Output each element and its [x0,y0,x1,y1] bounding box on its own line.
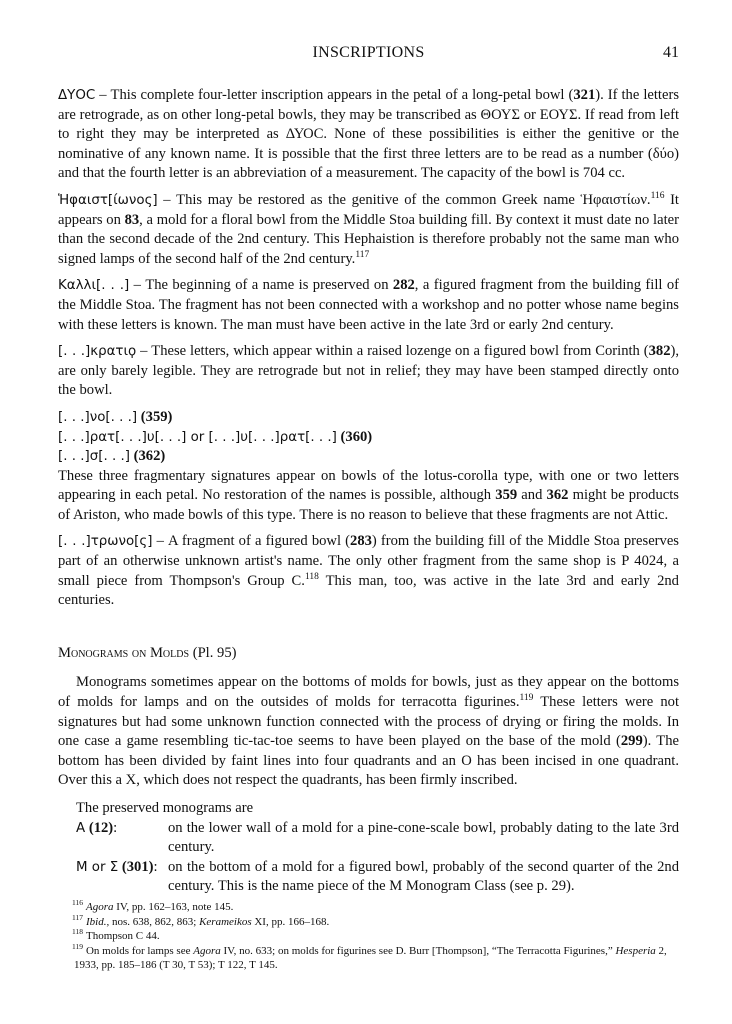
signature-line: [. . .]ρατ[. . .]υ[. . .] or [. . .]υ[. . .]ρατ[. . .] (360) [58,428,373,445]
catalog-ref: 321 [573,87,596,103]
inscription-lead: [. . .]κρατιϙ [58,344,137,360]
monogram-key: M or Σ (301): [76,858,158,875]
page-body [58,86,679,897]
footnote: $^{117}$ Ibid., nos. 638, 862, 863; Kerameikos XI, pp. 166–168. [72,912,330,928]
inscription-lead: ΔΥΟϹ [58,88,96,103]
catalog-ref: 382 [648,343,671,360]
page-number: 41 [663,44,679,61]
running-title: INSCRIPTIONS [312,44,425,61]
footnotes [58,900,679,973]
catalog-ref: 299 [620,733,643,750]
footnote: $^{116}$ Agora IV, pp. 162–163, note 145. [72,898,234,913]
inscription-lead: [. . .]τρωνο[ς] [58,534,153,550]
signature-list [58,408,679,467]
footnote-marker: 119 [519,693,534,704]
monogram-key: A (12): [76,819,118,836]
running-header [58,44,679,66]
paragraph-duos: ΔΥΟϹ – This complete four-letter inscription appears in the petal of a long-petal bowl (321). If the letters are retrograde, as on other long-petal bowls, they may be transcribed as ΘΟΥΣ or ΕΟΥΣ. If read from left to right they may be interpreted as ΔΥΟϹ. None of these possibilities is either the genitive or the nominative of any known name. It is possible that the first three letters are to be read as a number (δύο) and that the fourth letter is an abbreviation of a measurement. The capacity of the bowl is 704 cc. [58,87,679,182]
inscription-lead: Ἡφαιστ[ίωνος] [58,192,158,208]
catalog-ref: 362 [546,487,569,504]
footnote-marker: 118 [304,571,319,582]
paragraph-monograms: Monograms sometimes appear on the bottoms of molds for bowls, just as they appear on the bottoms of molds for lamps and on the outsides of molds for terracotta figurines.$^{119}$ These letters were not signatures but had some unknown function connected with the process of drying or firing the molds. In one case a game resembling tic-tac-toe seems to have been played on the base of the mold (299). The bottom has been divided by faint lines into four quadrants and an O has been incised in one quadrant. Over this a X, which does not respect the quadrants, has been firmly inscribed. [58,674,679,789]
catalog-ref: 83 [124,211,140,228]
footnote: $^{118}$ Thompson C 44. [72,927,160,942]
signature-line: [. . .]νο[. . .] (359) [58,408,173,425]
paragraph-tronos: [. . .]τρωνο[ς] – A fragment of a figured bowl (283) from the building fill of the Middle Stoa preserves part of an otherwise unknown artist's name. The only other fragment from the same shop is P 4024, a small piece from Thompson's Group C.$^{118}$ This man, too, was active in the late 3rd and early 2nd centuries. [58,533,679,609]
footnote: $^{119}$ On molds for lamps see Agora IV, no. 633; on molds for figurines see D. Burr [Thompson], “The Terracotta Figurines,” Hesperia 2, 1933, pp. 185–186 (T 30, T 53); T 122, T 145. [72,941,667,971]
catalog-ref: 283 [350,533,372,550]
monogram-item [58,819,679,858]
monogram-description: on the lower wall of a mold for a pine-cone-scale bowl, probably dating to the late 3rd century. [168,819,679,856]
catalog-ref: 282 [392,277,415,294]
monogram-description: on the bottom of a mold for a figured bowl, probably of the second quarter of the 2nd century. This is the name piece of the M Monogram Class (see p. 29). [168,858,679,895]
section-heading: Monograms on Molds (Pl. 95) [58,644,237,661]
paragraph-kalli: Καλλι[. . .] – The beginning of a name is preserved on 282, a figured fragment from the building fill of the Middle Stoa. The fragment has not been connected with a workshop and no potter whose name begins with these letters is known. The man must have been active in the late 3rd or early 2nd century. [58,277,679,333]
paragraph-kratio: [. . .]κρατιϙ – These letters, which appear within a raised lozenge on a figured bowl from Corinth (382), are only barely legible. They are retrograde but not in relief; they may have been stamped directly onto the bowl. [58,343,679,399]
paragraph-lotus-corolla: These three fragmentary signatures appear on bowls of the lotus-corolla type, with one or two letters appearing in each petal. No restoration of the names is possible, although 359 and 362 might be products of Ariston, who made bowls of this type. There is no reason to believe that these fragments are not Attic. [58,467,679,523]
footnote-marker: 116 [650,191,665,202]
catalog-ref: 359 [495,487,518,504]
footnote-marker: 117 [355,249,370,260]
inscription-lead: Καλλι[. . .] [58,278,130,294]
paragraph-hephaistion: Ἡφαιστ[ίωνος] – This may be restored as the genitive of the common Greek name Ἡφαιστίων.$^{116}$ It appears on 83, a mold for a floral bowl from the Middle Stoa building fill. By context it must date no later than the second decade of the 2nd century. This Hephaistion is therefore probably not the same man who signed lamps of the second half of the 2nd century.$^{117}$ [58,191,679,267]
monogram-item [58,858,679,897]
signature-line: [. . .]σ[. . .] (362) [58,448,166,465]
monogram-intro: The preserved monograms are [76,800,254,816]
